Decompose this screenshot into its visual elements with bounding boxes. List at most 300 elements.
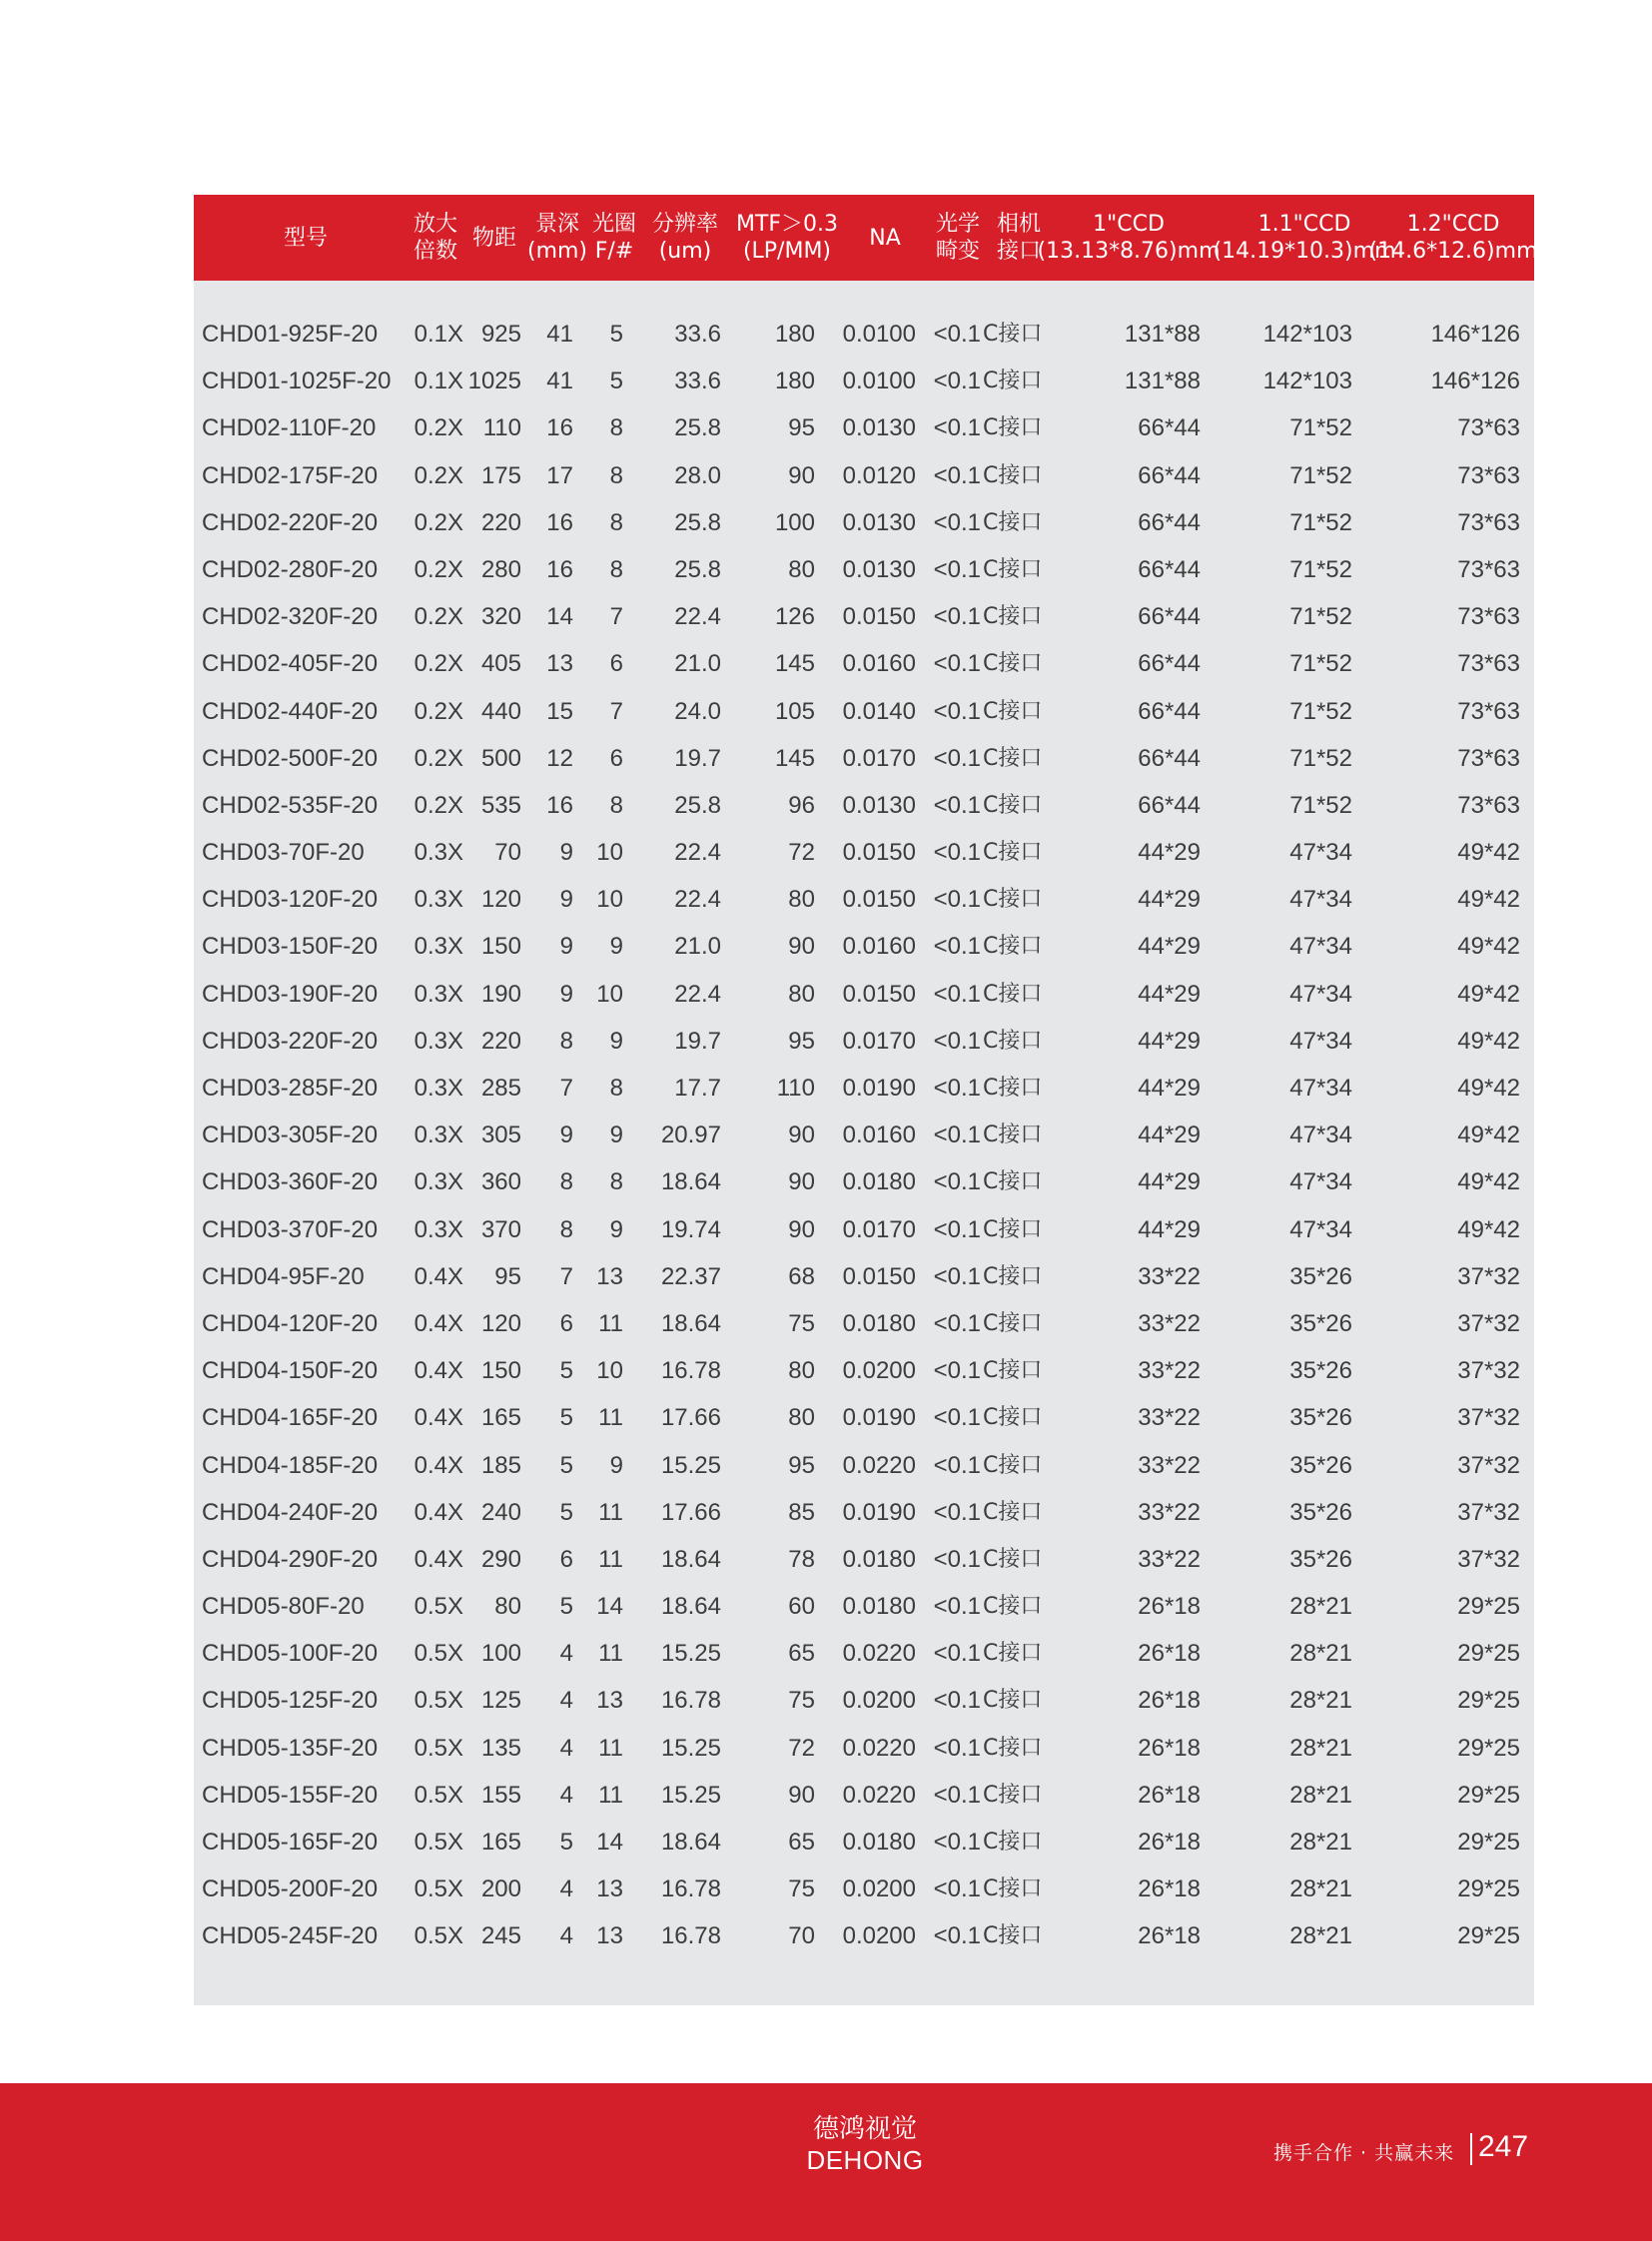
cell-model: CHD04-165F-20 bbox=[202, 1404, 379, 1432]
cell-model: CHD03-70F-20 bbox=[202, 839, 365, 867]
cell-res: 16.78 bbox=[660, 1357, 721, 1385]
cell-dist: <0.1 bbox=[933, 791, 981, 819]
cell-mount: C接口 bbox=[983, 1263, 1043, 1289]
cell-ccd12: 73*63 bbox=[1457, 650, 1520, 678]
cell-fno: 5 bbox=[609, 368, 623, 395]
cell-ccd12: 29*25 bbox=[1457, 1922, 1520, 1950]
cell-model: CHD02-500F-20 bbox=[202, 744, 379, 772]
cell-ccd1: 44*29 bbox=[1138, 933, 1201, 961]
cell-ccd11: 28*21 bbox=[1289, 1687, 1352, 1715]
cell-wd: 245 bbox=[480, 1922, 521, 1950]
header-mtf bbox=[731, 195, 843, 281]
cell-res: 17.7 bbox=[674, 1075, 721, 1102]
cell-fno: 11 bbox=[598, 1498, 623, 1526]
slogan: 携手合作 · 共赢未来 bbox=[1273, 2142, 1455, 2164]
cell-na: 0.0160 bbox=[842, 650, 916, 678]
cell-mount: C接口 bbox=[983, 369, 1043, 394]
cell-model: CHD03-285F-20 bbox=[202, 1075, 379, 1102]
cell-dist: <0.1 bbox=[933, 1875, 981, 1903]
cell-ccd12: 37*32 bbox=[1457, 1451, 1520, 1479]
cell-na: 0.0190 bbox=[842, 1498, 916, 1526]
table-row bbox=[194, 358, 1534, 404]
cell-na: 0.0170 bbox=[842, 1027, 916, 1055]
cell-mount: C接口 bbox=[983, 1122, 1043, 1148]
cell-dof: 5 bbox=[559, 1357, 573, 1385]
table-row bbox=[194, 1158, 1534, 1205]
cell-model: CHD04-120F-20 bbox=[202, 1309, 379, 1337]
cell-mag: 0.5X bbox=[413, 1593, 463, 1621]
cell-mag: 0.3X bbox=[413, 1215, 463, 1243]
cell-dof: 8 bbox=[559, 1215, 573, 1243]
cell-dof: 8 bbox=[559, 1027, 573, 1055]
cell-res: 22.4 bbox=[674, 886, 721, 914]
table-row bbox=[194, 1677, 1534, 1724]
cell-model: CHD05-245F-20 bbox=[202, 1922, 379, 1950]
cell-dof: 16 bbox=[546, 414, 573, 442]
cell-na: 0.0100 bbox=[842, 368, 916, 395]
cell-ccd12: 29*25 bbox=[1457, 1829, 1520, 1856]
cell-fno: 10 bbox=[596, 839, 623, 867]
cell-mag: 0.1X bbox=[413, 321, 463, 348]
cell-ccd11: 28*21 bbox=[1289, 1922, 1352, 1950]
cell-dof: 14 bbox=[546, 603, 573, 631]
cell-ccd11: 28*21 bbox=[1289, 1781, 1352, 1809]
cell-ccd11: 71*52 bbox=[1289, 650, 1352, 678]
header-mtf-line: MTF＞0.3 bbox=[735, 212, 839, 237]
cell-mount: C接口 bbox=[983, 415, 1043, 441]
cell-mtf: 72 bbox=[788, 1734, 815, 1762]
cell-wd: 155 bbox=[480, 1781, 521, 1809]
cell-model: CHD02-320F-20 bbox=[202, 603, 379, 631]
cell-mtf: 90 bbox=[788, 1781, 815, 1809]
cell-ccd11: 35*26 bbox=[1289, 1262, 1352, 1290]
cell-ccd12: 49*42 bbox=[1457, 886, 1520, 914]
cell-dof: 4 bbox=[559, 1922, 573, 1950]
cell-ccd12: 49*42 bbox=[1457, 839, 1520, 867]
cell-wd: 150 bbox=[480, 1357, 521, 1385]
cell-dof: 16 bbox=[546, 791, 573, 819]
header-ccd12-line: 1.2"CCD bbox=[1406, 212, 1500, 237]
cell-mtf: 72 bbox=[788, 839, 815, 867]
cell-model: CHD02-110F-20 bbox=[202, 414, 377, 442]
cell-mtf: 180 bbox=[774, 368, 815, 395]
cell-ccd11: 71*52 bbox=[1289, 414, 1352, 442]
cell-fno: 10 bbox=[596, 886, 623, 914]
cell-dist: <0.1 bbox=[933, 744, 981, 772]
cell-mtf: 80 bbox=[788, 980, 815, 1008]
cell-dof: 5 bbox=[559, 1593, 573, 1621]
cell-dist: <0.1 bbox=[933, 321, 981, 348]
cell-na: 0.0130 bbox=[842, 791, 916, 819]
cell-dist: <0.1 bbox=[933, 603, 981, 631]
cell-mag: 0.3X bbox=[413, 1075, 463, 1102]
cell-mount: C接口 bbox=[983, 462, 1043, 488]
cell-ccd12: 146*126 bbox=[1430, 368, 1520, 395]
cell-res: 16.78 bbox=[660, 1687, 721, 1715]
cell-ccd11: 71*52 bbox=[1289, 461, 1352, 489]
cell-ccd11: 47*34 bbox=[1289, 1121, 1352, 1149]
table-row bbox=[194, 829, 1534, 876]
cell-ccd11: 71*52 bbox=[1289, 555, 1352, 583]
cell-res: 25.8 bbox=[674, 414, 721, 442]
cell-model: CHD02-535F-20 bbox=[202, 791, 379, 819]
cell-fno: 13 bbox=[596, 1922, 623, 1950]
cell-dof: 16 bbox=[546, 508, 573, 536]
cell-fno: 14 bbox=[596, 1593, 623, 1621]
cell-dof: 16 bbox=[546, 555, 573, 583]
cell-mtf: 180 bbox=[774, 321, 815, 348]
cell-wd: 190 bbox=[480, 980, 521, 1008]
cell-ccd1: 26*18 bbox=[1138, 1781, 1201, 1809]
cell-na: 0.0150 bbox=[842, 603, 916, 631]
cell-mag: 0.5X bbox=[413, 1829, 463, 1856]
table-row bbox=[194, 1489, 1534, 1536]
cell-ccd11: 47*34 bbox=[1289, 933, 1352, 961]
cell-ccd11: 35*26 bbox=[1289, 1545, 1352, 1573]
cell-dof: 4 bbox=[559, 1687, 573, 1715]
cell-model: CHD05-80F-20 bbox=[202, 1593, 365, 1621]
cell-dist: <0.1 bbox=[933, 933, 981, 961]
cell-wd: 925 bbox=[480, 321, 521, 348]
table-row bbox=[194, 1866, 1534, 1912]
cell-wd: 150 bbox=[480, 933, 521, 961]
cell-res: 16.78 bbox=[660, 1875, 721, 1903]
cell-mtf: 65 bbox=[788, 1640, 815, 1668]
table-row bbox=[194, 1206, 1534, 1253]
cell-dist: <0.1 bbox=[933, 1075, 981, 1102]
cell-res: 15.25 bbox=[660, 1734, 721, 1762]
table-row bbox=[194, 452, 1534, 499]
cell-ccd1: 131*88 bbox=[1124, 368, 1201, 395]
cell-na: 0.0170 bbox=[842, 744, 916, 772]
cell-fno: 11 bbox=[598, 1734, 623, 1762]
cell-ccd1: 131*88 bbox=[1124, 321, 1201, 348]
cell-fno: 8 bbox=[609, 555, 623, 583]
cell-model: CHD05-155F-20 bbox=[202, 1781, 379, 1809]
cell-na: 0.0220 bbox=[842, 1734, 916, 1762]
cell-dist: <0.1 bbox=[933, 1121, 981, 1149]
cell-fno: 10 bbox=[596, 1357, 623, 1385]
cell-fno: 8 bbox=[609, 1075, 623, 1102]
cell-ccd1: 44*29 bbox=[1138, 1168, 1201, 1196]
header-res-line: 分辨率 bbox=[651, 212, 718, 237]
header-model bbox=[194, 195, 417, 281]
cell-mtf: 78 bbox=[788, 1545, 815, 1573]
cell-na: 0.0220 bbox=[842, 1781, 916, 1809]
cell-model: CHD05-100F-20 bbox=[202, 1640, 379, 1668]
cell-mag: 0.3X bbox=[413, 1027, 463, 1055]
cell-mount: C接口 bbox=[983, 1499, 1043, 1525]
cell-mtf: 80 bbox=[788, 1404, 815, 1432]
table-row bbox=[194, 923, 1534, 970]
cell-wd: 535 bbox=[480, 791, 521, 819]
cell-ccd1: 66*44 bbox=[1138, 461, 1201, 489]
cell-mag: 0.2X bbox=[413, 603, 463, 631]
header-dof-line: (mm) bbox=[526, 239, 588, 264]
header-mag bbox=[408, 195, 463, 281]
table-row bbox=[194, 1442, 1534, 1489]
cell-dof: 41 bbox=[546, 368, 573, 395]
cell-na: 0.0130 bbox=[842, 508, 916, 536]
cell-ccd11: 35*26 bbox=[1289, 1357, 1352, 1385]
cell-mtf: 85 bbox=[788, 1498, 815, 1526]
cell-fno: 8 bbox=[609, 461, 623, 489]
cell-model: CHD02-440F-20 bbox=[202, 697, 379, 725]
cell-mount: C接口 bbox=[983, 1169, 1043, 1195]
cell-dof: 15 bbox=[546, 697, 573, 725]
cell-mag: 0.2X bbox=[413, 697, 463, 725]
cell-fno: 11 bbox=[598, 1781, 623, 1809]
cell-model: CHD01-1025F-20 bbox=[202, 368, 392, 395]
cell-model: CHD04-95F-20 bbox=[202, 1262, 365, 1290]
cell-dist: <0.1 bbox=[933, 980, 981, 1008]
cell-mount: C接口 bbox=[983, 556, 1043, 582]
cell-res: 24.0 bbox=[674, 697, 721, 725]
cell-dist: <0.1 bbox=[933, 1168, 981, 1196]
cell-mag: 0.4X bbox=[413, 1545, 463, 1573]
cell-mag: 0.4X bbox=[413, 1357, 463, 1385]
cell-res: 15.25 bbox=[660, 1640, 721, 1668]
cell-dist: <0.1 bbox=[933, 697, 981, 725]
cell-fno: 6 bbox=[609, 744, 623, 772]
cell-ccd12: 73*63 bbox=[1457, 508, 1520, 536]
cell-res: 15.25 bbox=[660, 1451, 721, 1479]
cell-ccd12: 29*25 bbox=[1457, 1781, 1520, 1809]
cell-dof: 9 bbox=[559, 1121, 573, 1149]
cell-dist: <0.1 bbox=[933, 1404, 981, 1432]
table-row bbox=[194, 971, 1534, 1018]
cell-na: 0.0220 bbox=[842, 1451, 916, 1479]
cell-ccd1: 26*18 bbox=[1138, 1875, 1201, 1903]
cell-mtf: 65 bbox=[788, 1829, 815, 1856]
cell-mtf: 110 bbox=[776, 1075, 815, 1102]
table-row bbox=[194, 499, 1534, 546]
cell-ccd1: 33*22 bbox=[1138, 1262, 1201, 1290]
cell-mag: 0.3X bbox=[413, 980, 463, 1008]
cell-na: 0.0190 bbox=[842, 1075, 916, 1102]
cell-na: 0.0150 bbox=[842, 886, 916, 914]
cell-res: 19.7 bbox=[674, 1027, 721, 1055]
cell-mtf: 70 bbox=[788, 1922, 815, 1950]
header-ccd12 bbox=[1368, 195, 1538, 281]
cell-mount: C接口 bbox=[983, 322, 1043, 347]
cell-mount: C接口 bbox=[983, 1923, 1043, 1949]
cell-ccd11: 47*34 bbox=[1289, 839, 1352, 867]
cell-res: 18.64 bbox=[660, 1829, 721, 1856]
cell-fno: 13 bbox=[596, 1875, 623, 1903]
cell-mtf: 95 bbox=[788, 414, 815, 442]
cell-res: 18.64 bbox=[660, 1545, 721, 1573]
cell-mtf: 145 bbox=[774, 650, 815, 678]
cell-wd: 360 bbox=[480, 1168, 521, 1196]
cell-ccd1: 66*44 bbox=[1138, 697, 1201, 725]
cell-ccd1: 26*18 bbox=[1138, 1593, 1201, 1621]
cell-mag: 0.5X bbox=[413, 1640, 463, 1668]
cell-wd: 220 bbox=[480, 508, 521, 536]
header-ccd1-line: 1"CCD bbox=[1093, 212, 1165, 237]
cell-model: CHD03-305F-20 bbox=[202, 1121, 379, 1149]
header-mag-line: 倍数 bbox=[413, 239, 457, 264]
cell-ccd1: 44*29 bbox=[1138, 1215, 1201, 1243]
cell-wd: 440 bbox=[480, 697, 521, 725]
table-row bbox=[194, 782, 1534, 829]
cell-dist: <0.1 bbox=[933, 414, 981, 442]
cell-dof: 9 bbox=[559, 839, 573, 867]
cell-ccd12: 29*25 bbox=[1457, 1593, 1520, 1621]
table-row bbox=[194, 1065, 1534, 1112]
cell-fno: 11 bbox=[598, 1309, 623, 1337]
cell-mount: C接口 bbox=[983, 698, 1043, 724]
cell-na: 0.0200 bbox=[842, 1875, 916, 1903]
cell-mag: 0.5X bbox=[413, 1734, 463, 1762]
cell-wd: 220 bbox=[480, 1027, 521, 1055]
cell-ccd1: 26*18 bbox=[1138, 1829, 1201, 1856]
cell-mtf: 90 bbox=[788, 461, 815, 489]
cell-mount: C接口 bbox=[983, 604, 1043, 630]
cell-dof: 13 bbox=[546, 650, 573, 678]
table-row bbox=[194, 1819, 1534, 1866]
cell-ccd11: 47*34 bbox=[1289, 1075, 1352, 1102]
cell-na: 0.0120 bbox=[842, 461, 916, 489]
cell-fno: 13 bbox=[596, 1262, 623, 1290]
cell-model: CHD01-925F-20 bbox=[202, 321, 379, 348]
cell-mtf: 80 bbox=[788, 1357, 815, 1385]
cell-ccd1: 44*29 bbox=[1138, 1075, 1201, 1102]
cell-ccd12: 37*32 bbox=[1457, 1262, 1520, 1290]
header-ccd11-line: (14.19*10.3)mm bbox=[1213, 239, 1396, 264]
cell-na: 0.0200 bbox=[842, 1357, 916, 1385]
header-mount-line: 接口 bbox=[996, 239, 1041, 264]
cell-ccd11: 71*52 bbox=[1289, 744, 1352, 772]
cell-ccd1: 33*22 bbox=[1138, 1309, 1201, 1337]
header-mag-line: 放大 bbox=[413, 212, 457, 237]
brand-name-en: DEHONG bbox=[806, 2145, 924, 2175]
cell-ccd12: 146*126 bbox=[1430, 321, 1520, 348]
cell-ccd12: 29*25 bbox=[1457, 1640, 1520, 1668]
cell-mount: C接口 bbox=[983, 1310, 1043, 1336]
cell-mount: C接口 bbox=[983, 509, 1043, 535]
cell-dof: 9 bbox=[559, 980, 573, 1008]
cell-na: 0.0220 bbox=[842, 1640, 916, 1668]
cell-dof: 12 bbox=[546, 744, 573, 772]
cell-ccd1: 33*22 bbox=[1138, 1498, 1201, 1526]
table-body bbox=[194, 311, 1534, 1960]
cell-dist: <0.1 bbox=[933, 1922, 981, 1950]
cell-dof: 5 bbox=[559, 1498, 573, 1526]
cell-mag: 0.5X bbox=[413, 1875, 463, 1903]
cell-ccd12: 49*42 bbox=[1457, 1075, 1520, 1102]
cell-ccd12: 73*63 bbox=[1457, 414, 1520, 442]
table-row bbox=[194, 1583, 1534, 1630]
header-res-line: (um) bbox=[658, 239, 712, 264]
cell-mag: 0.4X bbox=[413, 1309, 463, 1337]
cell-dist: <0.1 bbox=[933, 1027, 981, 1055]
cell-fno: 9 bbox=[609, 1027, 623, 1055]
cell-ccd1: 33*22 bbox=[1138, 1451, 1201, 1479]
cell-ccd12: 49*42 bbox=[1457, 1121, 1520, 1149]
cell-fno: 9 bbox=[609, 1121, 623, 1149]
cell-mtf: 80 bbox=[788, 886, 815, 914]
cell-mtf: 90 bbox=[788, 1215, 815, 1243]
cell-mount: C接口 bbox=[983, 1405, 1043, 1431]
cell-wd: 305 bbox=[480, 1121, 521, 1149]
table-row bbox=[194, 1018, 1534, 1065]
cell-res: 18.64 bbox=[660, 1309, 721, 1337]
cell-model: CHD05-165F-20 bbox=[202, 1829, 379, 1856]
cell-ccd1: 26*18 bbox=[1138, 1734, 1201, 1762]
cell-mtf: 126 bbox=[774, 603, 815, 631]
table-header bbox=[194, 195, 1538, 281]
cell-model: CHD03-370F-20 bbox=[202, 1215, 379, 1243]
cell-model: CHD03-150F-20 bbox=[202, 933, 379, 961]
cell-ccd1: 66*44 bbox=[1138, 650, 1201, 678]
table-row bbox=[194, 546, 1534, 593]
cell-model: CHD02-280F-20 bbox=[202, 555, 379, 583]
cell-fno: 14 bbox=[596, 1829, 623, 1856]
cell-mag: 0.5X bbox=[413, 1781, 463, 1809]
cell-ccd11: 47*34 bbox=[1289, 1215, 1352, 1243]
cell-dof: 4 bbox=[559, 1781, 573, 1809]
cell-fno: 7 bbox=[609, 603, 623, 631]
cell-ccd12: 37*32 bbox=[1457, 1404, 1520, 1432]
cell-ccd1: 66*44 bbox=[1138, 555, 1201, 583]
cell-model: CHD03-220F-20 bbox=[202, 1027, 379, 1055]
cell-mtf: 90 bbox=[788, 1168, 815, 1196]
cell-mount: C接口 bbox=[983, 792, 1043, 818]
cell-mag: 0.5X bbox=[413, 1922, 463, 1950]
cell-ccd12: 49*42 bbox=[1457, 980, 1520, 1008]
cell-mag: 0.2X bbox=[413, 508, 463, 536]
cell-ccd11: 47*34 bbox=[1289, 886, 1352, 914]
cell-wd: 175 bbox=[480, 461, 521, 489]
cell-dof: 6 bbox=[559, 1309, 573, 1337]
table-row bbox=[194, 1394, 1534, 1441]
cell-dist: <0.1 bbox=[933, 1357, 981, 1385]
cell-ccd11: 35*26 bbox=[1289, 1498, 1352, 1526]
cell-mount: C接口 bbox=[983, 651, 1043, 677]
cell-dist: <0.1 bbox=[933, 508, 981, 536]
cell-mtf: 75 bbox=[788, 1309, 815, 1337]
header-dof-line: 景深 bbox=[534, 212, 579, 237]
cell-mount: C接口 bbox=[983, 1876, 1043, 1902]
cell-ccd12: 49*42 bbox=[1457, 1215, 1520, 1243]
cell-ccd12: 37*32 bbox=[1457, 1309, 1520, 1337]
cell-ccd1: 33*22 bbox=[1138, 1404, 1201, 1432]
cell-ccd12: 37*32 bbox=[1457, 1498, 1520, 1526]
cell-dist: <0.1 bbox=[933, 1215, 981, 1243]
cell-model: CHD04-240F-20 bbox=[202, 1498, 379, 1526]
cell-dof: 5 bbox=[559, 1451, 573, 1479]
cell-res: 21.0 bbox=[674, 933, 721, 961]
cell-dof: 5 bbox=[559, 1829, 573, 1856]
cell-na: 0.0200 bbox=[842, 1687, 916, 1715]
spec-table bbox=[194, 195, 1538, 2005]
cell-model: CHD02-405F-20 bbox=[202, 650, 379, 678]
cell-wd: 500 bbox=[480, 744, 521, 772]
cell-na: 0.0150 bbox=[842, 839, 916, 867]
cell-ccd1: 44*29 bbox=[1138, 1027, 1201, 1055]
cell-fno: 9 bbox=[609, 933, 623, 961]
header-mtf-line: (LP/MM) bbox=[742, 239, 832, 264]
cell-mag: 0.4X bbox=[413, 1262, 463, 1290]
cell-res: 16.78 bbox=[660, 1922, 721, 1950]
cell-model: CHD03-120F-20 bbox=[202, 886, 379, 914]
cell-mount: C接口 bbox=[983, 981, 1043, 1007]
page-footer bbox=[0, 2083, 1652, 2241]
cell-dist: <0.1 bbox=[933, 368, 981, 395]
cell-wd: 290 bbox=[480, 1545, 521, 1573]
cell-mtf: 60 bbox=[788, 1593, 815, 1621]
